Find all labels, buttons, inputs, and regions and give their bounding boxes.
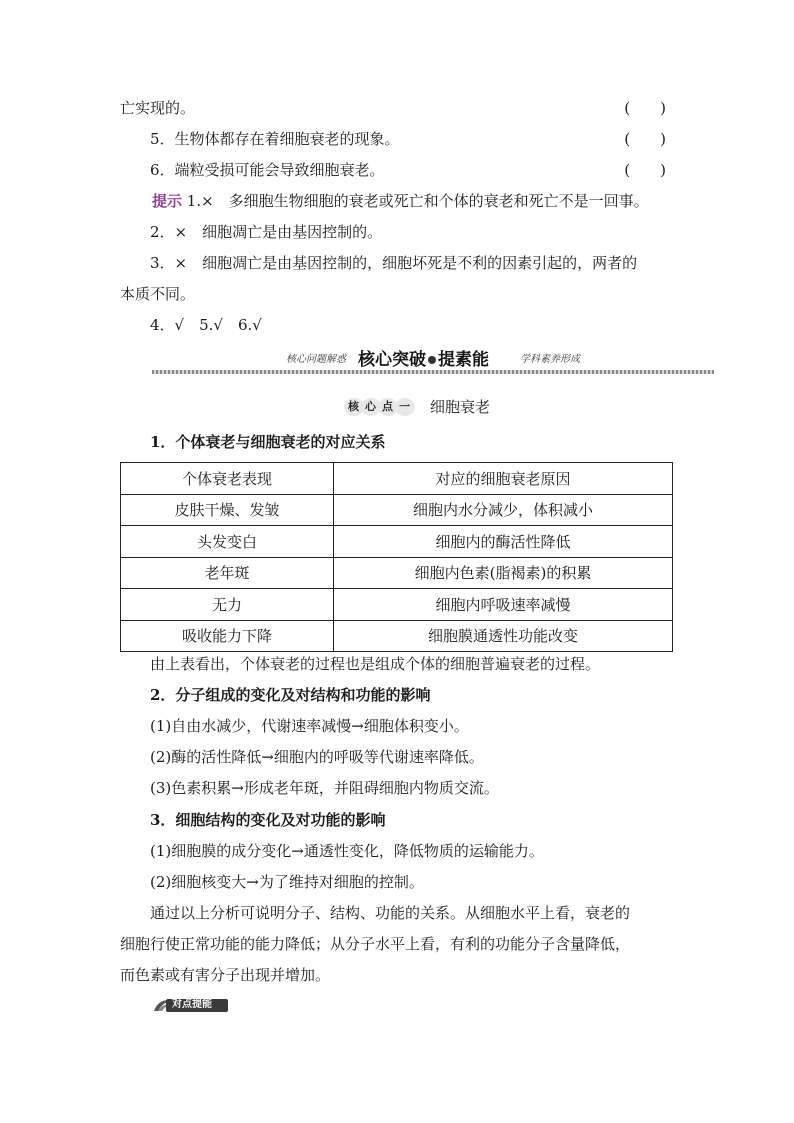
section-2-item: (2)酶的活性降低→细胞内的呼吸等代谢速率降低。 [150,748,484,766]
table-cell: 吸收能力下降 [121,620,334,652]
banner-separator-icon [428,356,436,364]
key-point-badge [344,398,412,416]
practice-label [152,997,228,1013]
conclusion-line-1: 通过以上分析可说明分子、结构、功能的关系。从细胞水平上看，衰老的 [150,904,631,922]
key-point-title: 细胞衰老 [430,398,491,416]
section-3-heading: 3．细胞结构的变化及对功能的影响 [150,811,386,829]
banner-rule [152,370,714,374]
banner-right-text: 学科素养形成 [520,354,580,365]
hint-line-3b: 本质不同。 [120,285,196,303]
table-row [121,589,673,621]
hint-line-4: 4．√ 5.√ 6.√ [150,316,262,334]
section-2-item: (3)色素积累→形成老年斑，并阻碍细胞内物质交流。 [150,779,499,797]
badge-char-4: 一 [395,398,415,416]
question-4-tail: 亡实现的。 [120,99,196,117]
table-row [121,620,673,652]
badge-char-2: 心 [361,398,381,416]
banner-title-a: 核心突破 [358,350,426,370]
table-cell: 无力 [121,589,334,621]
question-5: 5．生物体都存在着细胞衰老的现象。 [150,130,400,148]
table-header-cell: 对应的细胞衰老原因 [334,463,673,495]
table-row [121,526,673,558]
table-header-row [121,463,673,495]
table-cell: 头发变白 [121,526,334,558]
answer-blank-4: ( ) [624,99,666,117]
section-2-item: (1)自由水减少，代谢速率减慢→细胞体积变小。 [150,717,469,735]
section-2-heading: 2．分子组成的变化及对结构和功能的影响 [150,686,431,704]
practice-label-text: 对点提能 [172,999,212,1010]
section-1-heading: 1．个体衰老与细胞衰老的对应关系 [150,433,386,451]
answer-blank-6: ( ) [624,161,666,179]
badge-char-1: 核 [344,398,364,416]
hint-line-3a: 3．× 细胞凋亡是由基因控制的，细胞坏死是不利的因素引起的，两者的 [150,254,638,272]
table-cell: 细胞膜通透性功能改变 [334,620,673,652]
banner-title [358,345,489,370]
hint-line-1 [152,190,649,212]
table-row [121,494,673,526]
section-3-item: (1)细胞膜的成分变化→通透性变化，降低物质的运输能力。 [150,842,544,860]
table-header-cell: 个体衰老表现 [121,463,334,495]
section-3-item: (2)细胞核变大→为了维持对细胞的控制。 [150,873,424,891]
question-6: 6．端粒受损可能会导致细胞衰老。 [150,161,385,179]
table-cell: 细胞内的酶活性降低 [334,526,673,558]
banner-title-b: 提素能 [438,350,489,370]
table-summary: 由上表看出，个体衰老的过程也是组成个体的细胞普遍衰老的过程。 [150,655,601,673]
correspondence-table [120,462,673,652]
conclusion-line-2: 细胞行使正常功能的能力降低；从分子水平上看，有利的功能分子含量降低， [120,935,631,953]
banner-left-text: 核心问题解惑 [286,354,346,365]
table-row [121,557,673,589]
conclusion-line-3: 而色素或有害分子出现并增加。 [120,966,331,984]
badge-char-3: 点 [378,398,398,416]
table-cell: 老年斑 [121,557,334,589]
hint-text-1: 1.× 多细胞生物细胞的衰老或死亡和个体的衰老和死亡不是一回事。 [186,192,649,210]
answer-blank-5: ( ) [624,130,666,148]
table-cell: 皮肤干燥、发皱 [121,494,334,526]
hint-line-2: 2．× 细胞凋亡是由基因控制的。 [150,223,383,241]
hint-label: 提示 [152,192,183,210]
table-cell: 细胞内水分减少，体积减小 [334,494,673,526]
section-banner [152,348,714,378]
table-cell: 细胞内呼吸速率减慢 [334,589,673,621]
table-cell: 细胞内色素(脂褐素)的积累 [334,557,673,589]
